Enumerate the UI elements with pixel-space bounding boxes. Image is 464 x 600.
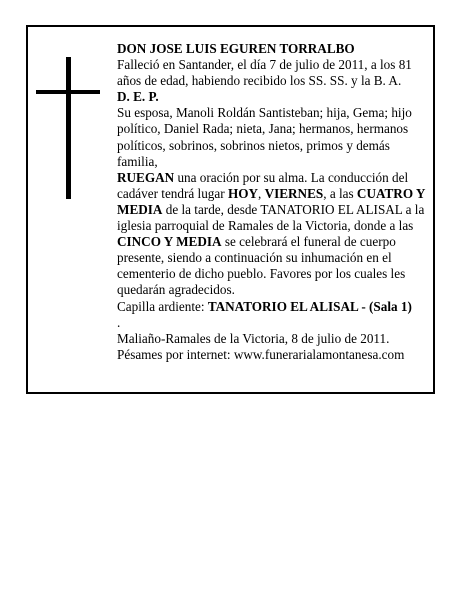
a-las-text: , a las [323, 185, 357, 201]
deceased-name: DON JOSE LUIS EGUREN TORRALBO [117, 41, 355, 56]
cross-horizontal-bar [36, 90, 100, 94]
chapel-line [117, 299, 428, 331]
chapel-end: . [117, 314, 121, 330]
notice-body [117, 41, 428, 363]
weekday: VIERNES [264, 185, 324, 201]
cross-vertical-bar [66, 57, 71, 199]
ruegan-word: RUEGAN [117, 169, 175, 185]
family-list: Su esposa, Manoli Roldán Santisteban; hija, Gema; hijo político, Daniel Rada; nieta, Jana; hermanos, hermanos políticos, sobrinos, sobrinos nietos, primos y demás familia, [117, 105, 412, 169]
funeral-details: se celebrará el funeral de cuerpo presente, siendo a continuación su inhumación en el cementerio de dicho pueblo. Favores por los cuales les quedarán agradecidos. [117, 234, 406, 298]
chapel-label: Capilla ardiente: [117, 298, 208, 314]
place-date: Maliaño-Ramales de la Victoria, 8 de julio de 2011. [117, 330, 390, 346]
service-details [117, 170, 428, 299]
dep-line: D. E. P. [117, 89, 159, 105]
prayer-text: una oración por su alma. La conducción del cadáver tendrá lugar [117, 169, 409, 201]
comma-text: , [257, 185, 265, 201]
condolences-line: Pésames por internet: www.funerarialamontanesa.com [117, 346, 405, 362]
hoy-word: HOY [227, 185, 258, 201]
chapel-name: TANATORIO EL ALISAL - (Sala 1) [207, 298, 412, 314]
death-details: Falleció en Santander, el día 7 de julio de 2011, a los 81 años de edad, habiendo recibido los SS. SS. y la B. A. [117, 57, 412, 89]
procession-route: de la tarde, desde TANATORIO EL ALISAL a la iglesia parroquial de Ramales de la Victoria, donde a las [117, 201, 425, 234]
cross-icon [36, 57, 100, 199]
procession-time: CUATRO Y MEDIA [117, 185, 425, 217]
funeral-time: CINCO Y MEDIA [117, 234, 222, 250]
obituary-notice [26, 25, 435, 394]
